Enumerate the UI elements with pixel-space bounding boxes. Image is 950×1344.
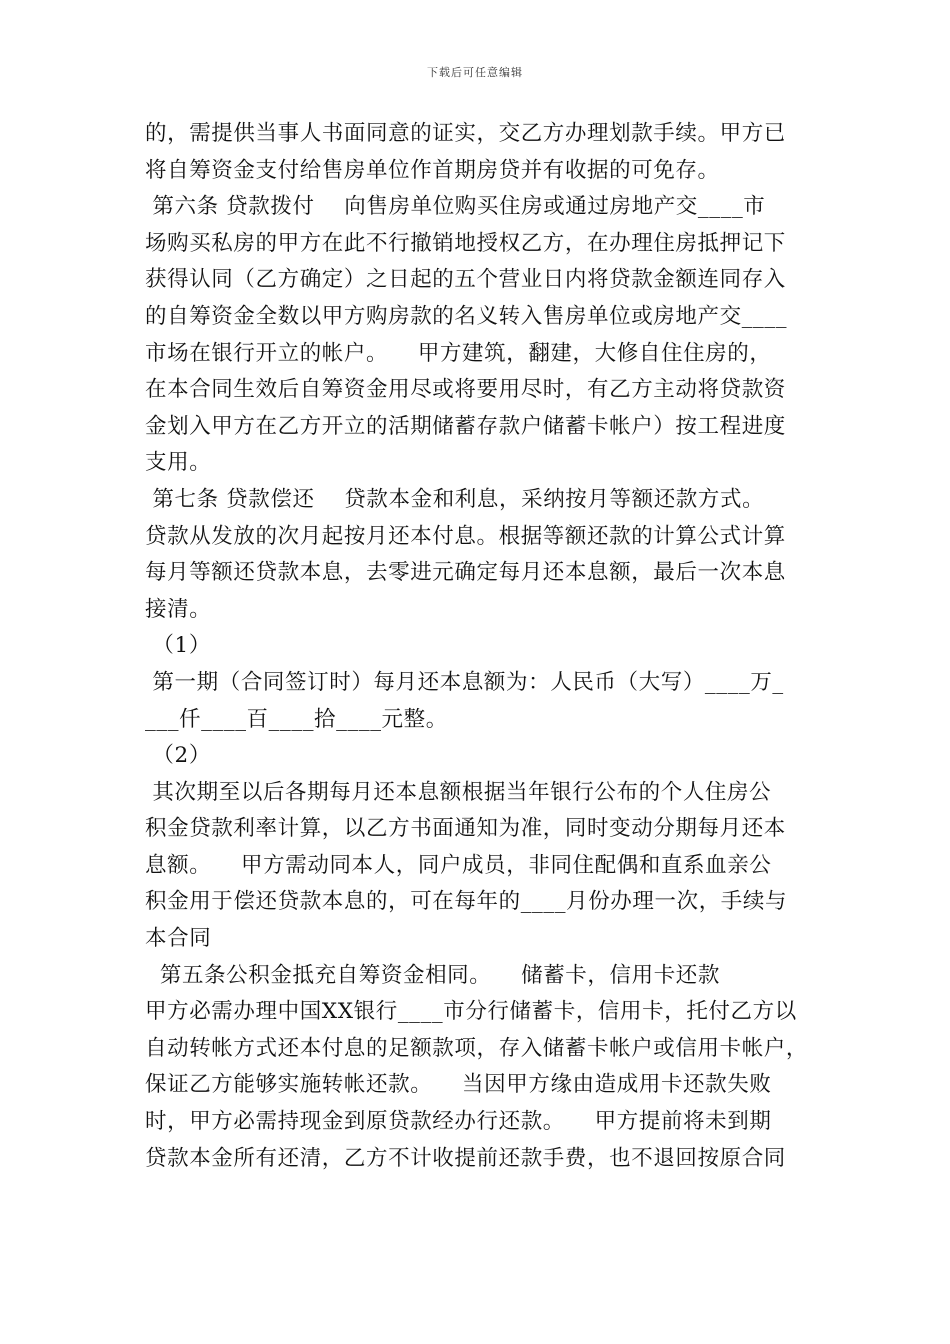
text-line: （2）: [145, 743, 211, 769]
text-line: 第七条 贷款偿还 贷款本金和利息，采纳按月等额还款方式。: [145, 486, 765, 512]
text-line: 时，甲方必需持现金到原贷款经办行还款。 甲方提前将未到期: [145, 1109, 772, 1135]
text-line: 接清。: [145, 596, 212, 622]
text-line: 将自筹资金支付给售房单位作首期房贷并有收据的可免存。: [145, 157, 720, 183]
document-body: [145, 116, 810, 1177]
text-line: 贷款本金所有还清，乙方不计收提前还款手费，也不退回按原合同: [145, 1145, 786, 1171]
text-line: 金划入甲方在乙方开立的活期储蓄存款户储蓄卡帐户）按工程进度: [145, 413, 786, 439]
text-line: 保证乙方能够实施转帐还款。 当因甲方缘由造成用卡还款失败: [145, 1072, 772, 1098]
text-line: 自动转帐方式还本付息的足额款项，存入储蓄卡帐户或信用卡帐户，: [145, 1035, 809, 1061]
text-line: 第一期（合同签订时）每月还本息额为：人民币（大写）____万_: [145, 669, 784, 695]
text-line: 的自筹资金全数以甲方购房款的名义转入售房单位或房地产交____: [145, 303, 788, 329]
text-line: （1）: [145, 633, 211, 659]
text-line: 获得认同（乙方确定）之日起的五个营业日内将贷款金额连同存入: [145, 267, 786, 293]
page-header-note: 下载后可任意编辑: [427, 66, 523, 79]
text-line: 本合同: [145, 926, 212, 952]
text-line: 的，需提供当事人书面同意的证实，交乙方办理划款手续。甲方已: [145, 121, 786, 146]
text-line: 积金用于偿还贷款本息的，可在每年的____月份办理一次，手续与: [145, 889, 788, 915]
text-line: 其次期至以后各期每月还本息额根据当年银行公布的个人住房公: [145, 779, 772, 805]
text-line: ___仟____百____拾____元整。: [145, 706, 448, 732]
text-line: 在本合同生效后自筹资金用尽或将要用尽时，有乙方主动将贷款资: [145, 377, 786, 403]
text-line: 息额。 甲方需动同本人，同户成员，非同住配偶和直系血亲公: [145, 852, 772, 878]
text-line: 支用。: [145, 450, 212, 476]
text-line: 第五条公积金抵充自筹资金相同。 储蓄卡，信用卡还款: [145, 962, 721, 988]
text-line: 积金贷款利率计算，以乙方书面通知为准，同时变动分期每月还本: [145, 816, 786, 842]
text-line: 每月等额还贷款本息，去零进元确定每月还本息额，最后一次本息: [145, 560, 786, 586]
text-line: 场购买私房的甲方在此不行撤销地授权乙方，在办理住房抵押记下: [145, 230, 786, 256]
text-line: 第六条 贷款拨付 向售房单位购买住房或通过房地产交____市: [145, 194, 766, 220]
text-line: 甲方必需办理中国XX银行____市分行储蓄卡，信用卡，托付乙方以: [145, 999, 797, 1025]
text-line: 市场在银行开立的帐户。 甲方建筑，翻建，大修自住住房的，: [145, 340, 772, 366]
text-line: 贷款从发放的次月起按月还本付息。根据等额还款的计算公式计算: [145, 523, 786, 549]
